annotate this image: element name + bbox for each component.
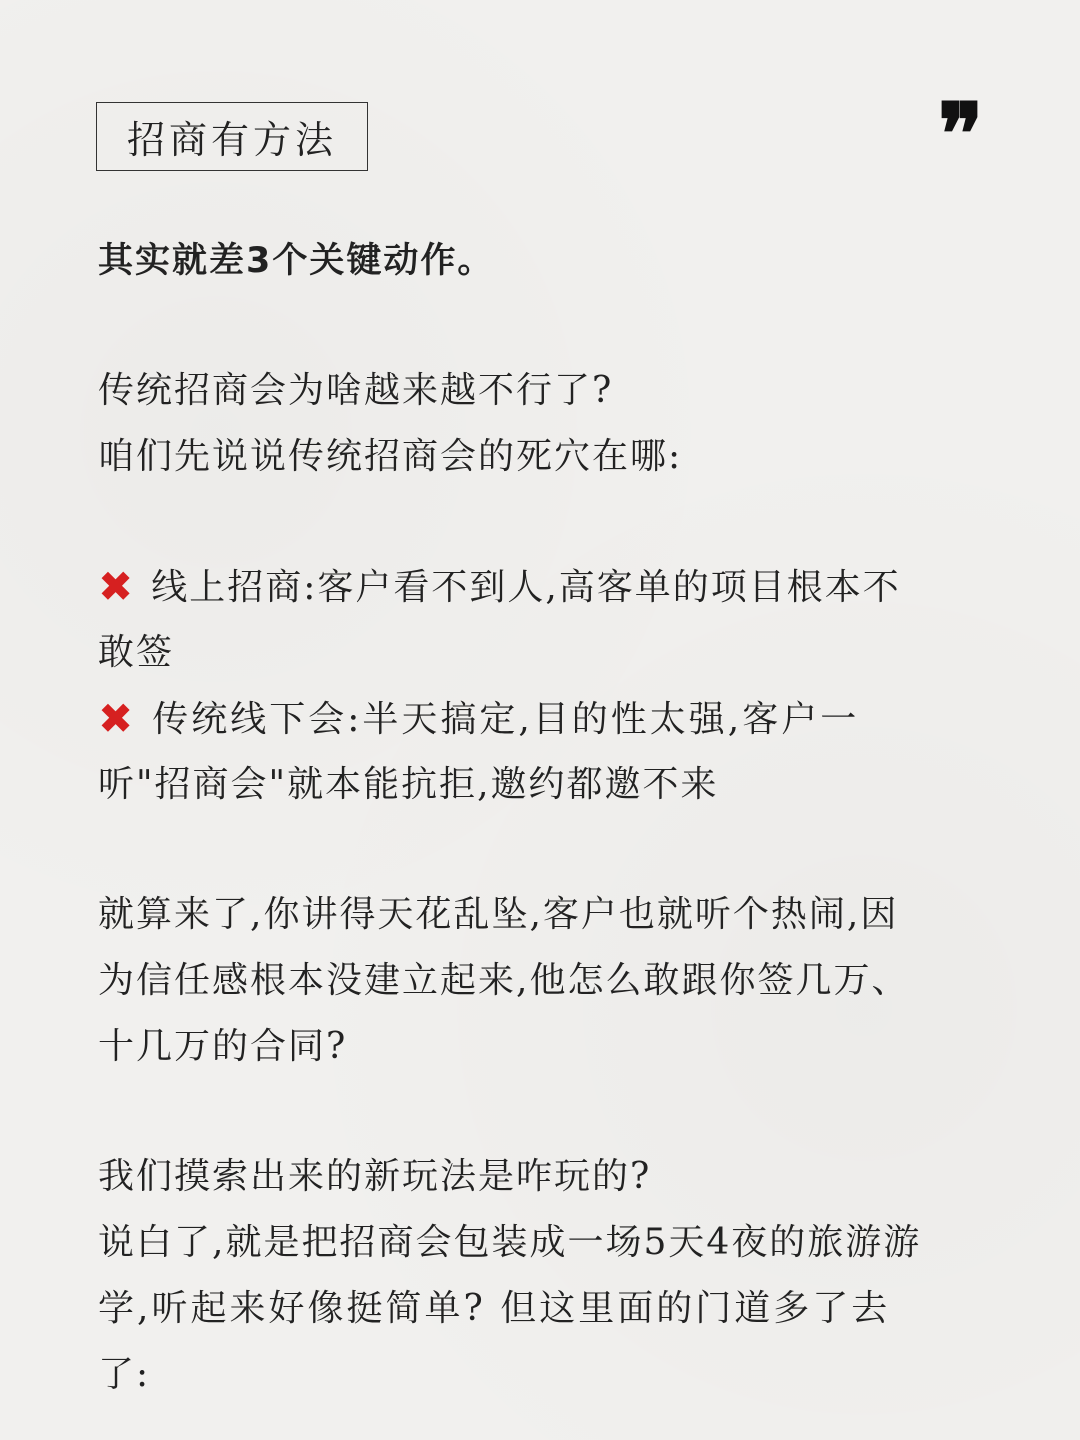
paragraph-3-line-2: 说白了,就是把招商会包装成一场5天4夜的旅游游 bbox=[98, 1222, 922, 1263]
paragraph-2-line-3: 十几万的合同? bbox=[98, 1026, 348, 1067]
paragraph-3-line-1: 我们摸索出来的新玩法是咋玩的? bbox=[98, 1156, 652, 1197]
cross-icon: ✖ bbox=[98, 562, 136, 611]
paragraph-3-line-3: 学,听起来好像挺简单? 但这里面的门道多了去 bbox=[98, 1288, 891, 1329]
point-2-text: 传统线下会:半天搞定,目的性太强,客户一 bbox=[152, 699, 860, 740]
cross-icon: ✖ bbox=[98, 694, 137, 743]
question-line-1: 传统招商会为啥越来越不行了? bbox=[98, 370, 614, 411]
paragraph-3-line-4: 了: bbox=[98, 1354, 151, 1395]
point-2-cont: 听"招商会"就本能抗拒,邀约都邀不来 bbox=[98, 764, 719, 805]
point-1-text: 线上招商:客户看不到人,高客单的项目根本不 bbox=[151, 567, 901, 608]
quote-icon: ❞ bbox=[938, 84, 984, 183]
point-1-cont: 敢签 bbox=[98, 632, 175, 673]
paragraph-2-line-1: 就算来了,你讲得天花乱坠,客户也就听个热闹,因 bbox=[98, 894, 899, 935]
point-1 bbox=[98, 554, 986, 620]
article-body bbox=[98, 228, 986, 1408]
title-box bbox=[96, 102, 368, 171]
headline: 其实就差3个关键动作。 bbox=[98, 241, 495, 281]
page-title: 招商有方法 bbox=[126, 118, 337, 162]
paragraph-2-line-2: 为信任感根本没建立起来,他怎么敢跟你签几万、 bbox=[98, 960, 910, 1001]
point-2 bbox=[98, 686, 986, 752]
question-line-2: 咱们先说说传统招商会的死穴在哪: bbox=[98, 436, 683, 477]
